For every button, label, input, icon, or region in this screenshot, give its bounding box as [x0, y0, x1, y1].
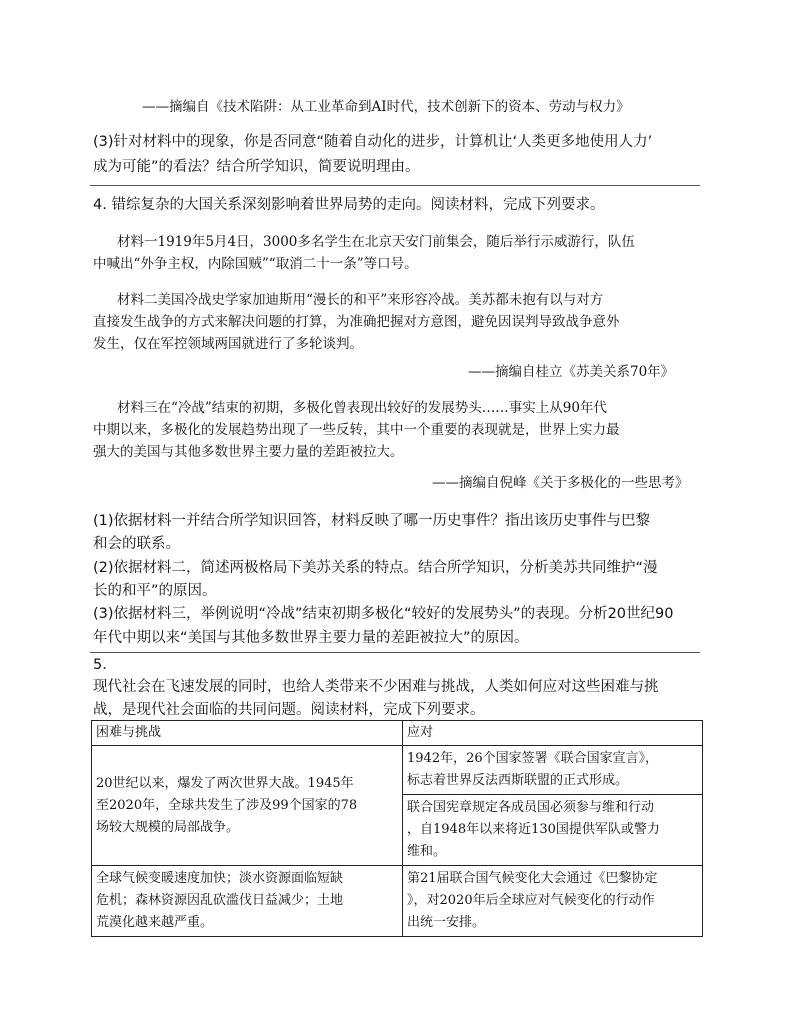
table-header-response: 应对 — [403, 721, 703, 746]
table-row — [92, 866, 703, 937]
cell-line: 1942年，26个国家签署《联合国家宣言》， — [407, 751, 659, 766]
table-header-challenges: 困难与挑战 — [92, 721, 403, 746]
cell-line: 场较大规模的局部战争。 — [96, 819, 240, 835]
table-cell-paris-agreement — [403, 866, 703, 937]
q5-intro-line2: 战，是现代社会面临的共同问题。阅读材料，完成下列要求。 — [93, 702, 485, 718]
cell-line: 》，对2020年后全球应对气候变化的行动作 — [407, 893, 655, 908]
cell-line: 维和。 — [407, 844, 447, 859]
q4-material3-line2: 中期以来，多极化的发展趋势出现了一些反转，其中一个重要的表现就是，世界上实力最 — [93, 422, 620, 438]
challenges-table — [91, 720, 703, 937]
q4-material2-source: ——摘编自桂立《苏美关系70年》 — [468, 364, 675, 380]
cell-line: 第21届联合国气候变化大会通过《巴黎协定 — [407, 871, 658, 886]
cell-line: 全球气候变暖速度加快；淡水资源面临短缺 — [96, 871, 344, 886]
q4-material2-line3: 发生，仅在军控领域两国就进行了多轮谈判。 — [93, 336, 363, 352]
cell-line: 联合国宪章规定各成员国必须参与维和行动 — [407, 800, 655, 815]
table-header-row — [92, 721, 703, 746]
q4-material1-line1: 材料一1919年5月4日，3000多名学生在北京天安门前集会，随后举行示威游行，队伍 — [117, 234, 635, 250]
q4-material1-line2: 中喊出“外争主权，内除国贼”“取消二十一条”等口号。 — [93, 256, 418, 272]
cell-line: 至2020年，全球共发生了涉及99个国家的78 — [96, 797, 358, 813]
q4-question3-line2: 年代中期以来“美国与其他多数世界主要力量的差距被拉大”的原因。 — [93, 630, 529, 646]
divider-rule — [90, 185, 700, 186]
q4-question1-line2: 和会的联系。 — [93, 536, 180, 552]
table-cell-climate — [92, 866, 403, 937]
q4-intro: 4. 错综复杂的大国关系深刻影响着世界局势的走向。阅读材料，完成下列要求。 — [93, 197, 605, 213]
cell-line: 危机；森林资源因乱砍滥伐日益减少；土地 — [96, 893, 344, 908]
q4-material3-source: ——摘编自倪峰《关于多极化的一些思考》 — [432, 475, 689, 491]
cell-line: 出统一安排。 — [407, 915, 486, 930]
divider-rule — [90, 652, 700, 653]
q5-intro-line1: 现代社会在飞速发展的同时，也给人类带来不少困难与挑战，人类如何应对这些困难与挑 — [93, 679, 659, 695]
q4-question3-line1: (3)依据材料三，举例说明“冷战”结束初期多极化“较好的发展势头”的表现。分析20世纪90 — [93, 606, 674, 622]
cell-line: 荒漠化越来越严重。 — [96, 915, 214, 930]
table-cell-wars — [92, 746, 403, 866]
q4-material2-line2: 直接发生战争的方式来解决问题的打算，为准确把握对方意图，避免因误判导致战争意外 — [93, 314, 620, 330]
table-cell-un-declaration — [403, 746, 703, 795]
cell-line: 标志着世界反法西斯联盟的正式形成。 — [407, 773, 629, 788]
q4-question1-line1: (1)依据材料一并结合所学知识回答，材料反映了哪一历史事件？指出该历史事件与巴黎 — [93, 513, 651, 529]
q4-question2-line1: (2)依据材料二，简述两极格局下美苏关系的特点。结合所学知识，分析美苏共同维护“漫 — [93, 560, 658, 576]
q4-material2-line1: 材料二美国冷战史学家加迪斯用“漫长的和平”来形容冷战。美苏都未抱有以与对方 — [117, 292, 604, 308]
table-cell-peacekeeping — [403, 795, 703, 866]
q4-question2-line2: 长的和平”的原因。 — [93, 583, 217, 599]
table-row — [92, 746, 703, 795]
q4-material3-line3: 强大的美国与其他多数世界主要力量的差距被拉大。 — [93, 444, 404, 460]
cell-line: ，自1948年以来将近130国提供军队或警力 — [407, 822, 660, 837]
cell-line: 20世纪以来，爆发了两次世界大战。1945年 — [96, 775, 354, 791]
q3-source: ——摘编自《技术陷阱：从工业革命到AI时代，技术创新下的资本、劳动与权力》 — [142, 99, 630, 115]
q4-material3-line1: 材料三在“冷战”结束的初期，多极化曾表现出较好的发展势头……事实上从90年代 — [117, 400, 607, 416]
q3-question-line1: (3)针对材料中的现象，你是否同意“随着自动化的进步，计算机让‘人类更多地使用人力’ — [93, 134, 653, 150]
q3-question-line2: 成为可能”的看法？结合所学知识，简要说明理由。 — [93, 159, 420, 175]
q5-number: 5. — [93, 657, 107, 673]
